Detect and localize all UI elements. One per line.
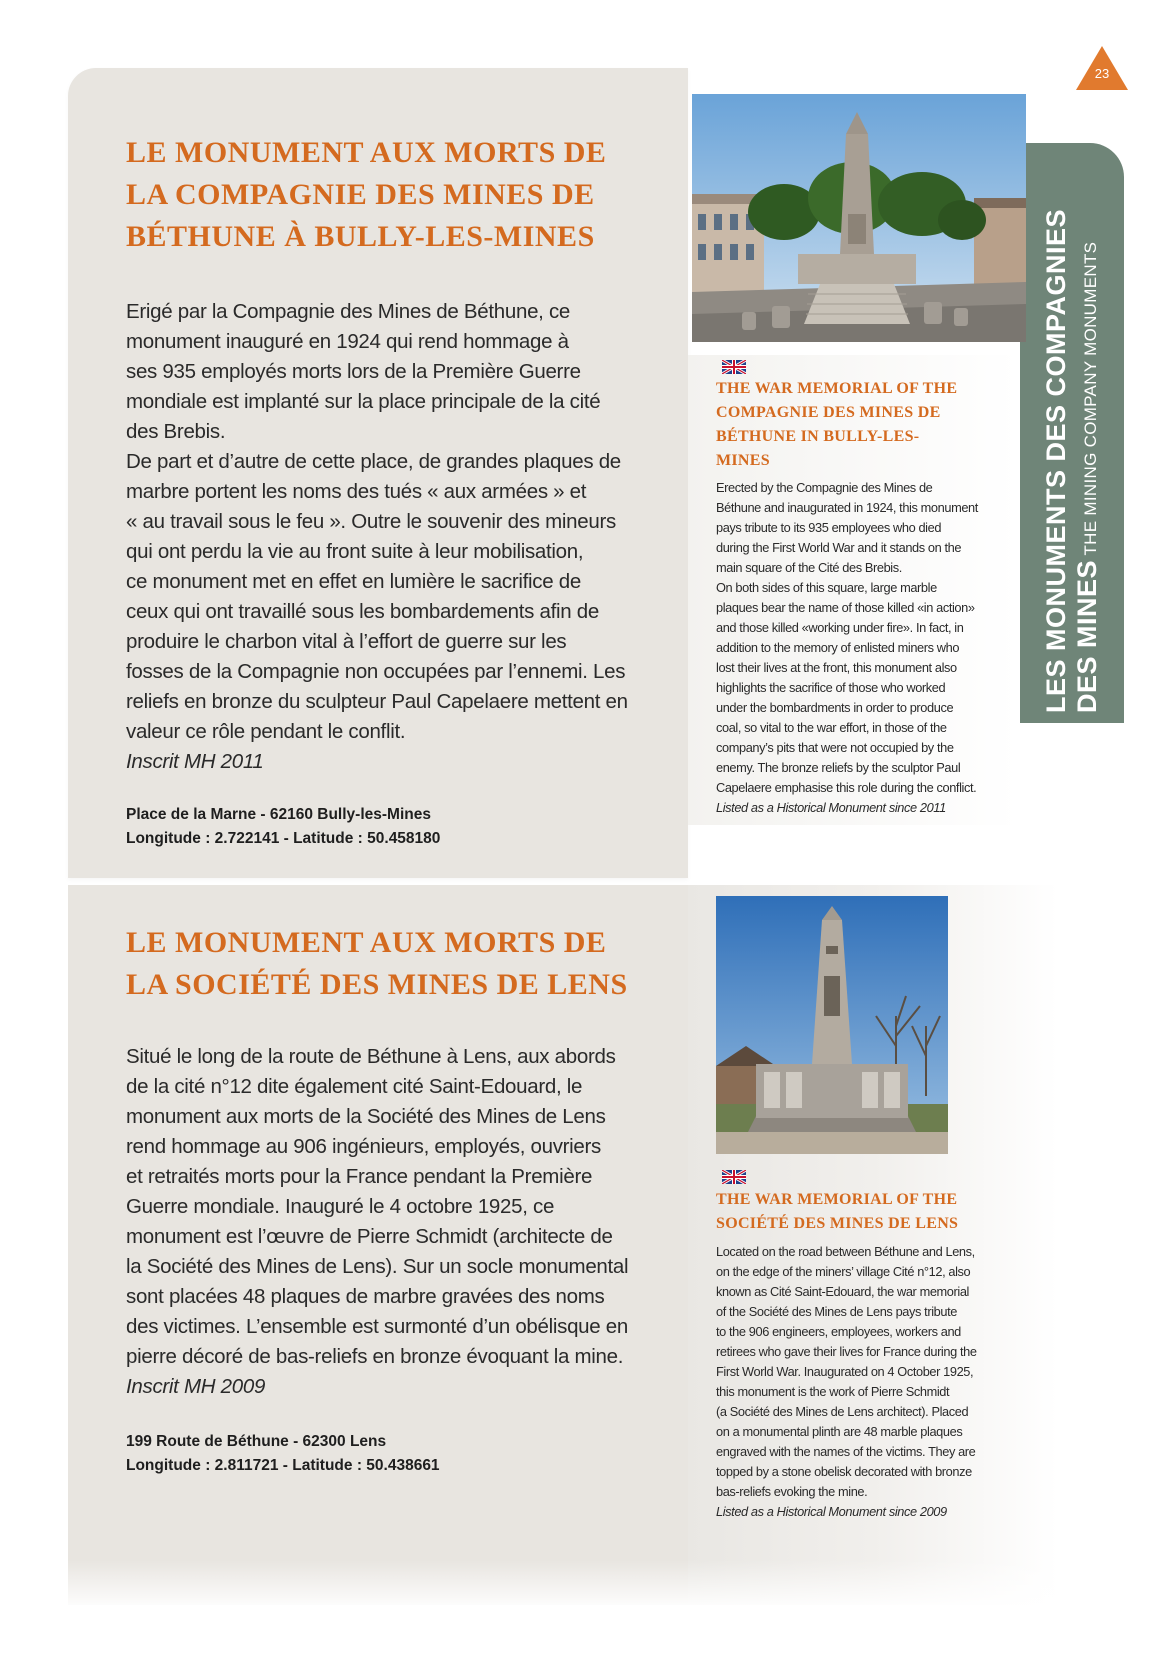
section2-en-body (716, 1242, 1016, 1522)
section2-body-line: et retraités morts pour la France pendant la Première (126, 1165, 593, 1188)
section1-en-body-line: during the First World War and it stands on the (716, 540, 962, 555)
section1-body-line: valeur ce rôle pendant le conflit. (126, 720, 406, 743)
section1-body-line: marbre portent les noms des tués « aux armées » et (126, 480, 587, 503)
section1-en-body-line: Béthune and inaugurated in 1924, this monument (716, 500, 978, 515)
section2-en-title-line: SOCIÉTÉ DES MINES DE LENS (716, 1215, 959, 1232)
section2-en-body-line: this monument is the work of Pierre Schmidt (716, 1384, 950, 1399)
section2-body-line: de la cité n°12 dite également cité Saint-Edouard, le (126, 1075, 583, 1098)
section1-en-body-line: under the bombardments in order to produce (716, 700, 954, 715)
section2-en-title (716, 1188, 1016, 1236)
chapter-title-line2: DES MINES (1072, 559, 1102, 713)
section1-en-body-line: main square of the Cité des Brebis. (716, 560, 902, 575)
section1-title-line: LE MONUMENT AUX MORTS DE (126, 136, 607, 169)
section1-title (126, 132, 686, 258)
section2-en-body-line: bas-reliefs evoking the mine. (716, 1484, 868, 1499)
section1-en-body-line: lost their lives at the front, this monument also (716, 660, 957, 675)
section2-listing: Inscrit MH 2009 (126, 1375, 266, 1398)
section1-en-body-line: plaques bear the name of those killed «in action» (716, 600, 975, 615)
section1-address: Place de la Marne - 62160 Bully-les-Mines (126, 806, 431, 823)
section2-title (126, 922, 686, 1006)
section1-en-listing: Listed as a Historical Monument since 2011 (716, 800, 946, 815)
section2-body-line: sont placées 48 plaques de marbre gravées des noms (126, 1285, 605, 1308)
section1-body (126, 297, 686, 777)
bully-memorial-photo (692, 94, 1026, 342)
section1-address-block (126, 803, 666, 851)
section1-body-line: monument inauguré en 1924 qui rend hommage à (126, 330, 569, 353)
section2-en-body-line: retirees who gave their lives for France during the (716, 1344, 977, 1359)
section1-body-line: Erigé par la Compagnie des Mines de Béthune, ce (126, 300, 571, 323)
section1-en-body-line: pays tribute to its 935 employees who died (716, 520, 942, 535)
chapter-tab-text (1020, 143, 1124, 723)
section1-en-title-line: THE WAR MEMORIAL OF THE (716, 380, 958, 397)
section1-en-body (716, 478, 1006, 818)
section2-en-body-line: on the edge of the miners’ village Cité n°12, also (716, 1264, 971, 1279)
section1-body-line: ses 935 employés morts lors de la Première Guerre (126, 360, 581, 383)
section1-body-line: ceux qui ont travaillé sous les bombardements afin de (126, 600, 599, 623)
section1-en-body-line: Erected by the Compagnie des Mines de (716, 480, 933, 495)
section2-en-body-line: known as Cité Saint-Edouard, the war memorial (716, 1284, 969, 1299)
section1-listing: Inscrit MH 2011 (126, 750, 264, 773)
section1-body-line: qui ont perdu la vie au front suite à leur mobilisation, (126, 540, 584, 563)
section2-body-line: Guerre mondiale. Inauguré le 4 octobre 1925, ce (126, 1195, 555, 1218)
section1-body-line: De part et d’autre de cette place, de grandes plaques de (126, 450, 621, 473)
section1-en-body-line: and those killed «working under fire». In fact, in (716, 620, 964, 635)
section2-en-body-line: to the 906 engineers, employees, workers and (716, 1324, 961, 1339)
section1-title-line: LA COMPAGNIE DES MINES DE (126, 178, 595, 211)
page-number: 23 (1094, 66, 1110, 81)
section2-title-line: LA SOCIÉTÉ DES MINES DE LENS (126, 968, 628, 1001)
panel-fade (68, 1560, 1058, 1610)
section1-en-body-line: highlights the sacrifice of those who worked (716, 680, 946, 695)
section2-body-line: pierre décoré de bas-reliefs en bronze évoquant la mine. (126, 1345, 624, 1368)
section1-en-body-line: coal, so vital to the war effort, in those of the (716, 720, 947, 735)
section1-en-body-line: company’s pits that were not occupied by the (716, 740, 954, 755)
uk-flag-icon (722, 1170, 746, 1184)
section1-body-line: des Brebis. (126, 420, 226, 443)
section2-body-line: monument est l’œuvre de Pierre Schmidt (architecte de (126, 1225, 613, 1248)
section2-body-line: rend hommage au 906 ingénieurs, employés, ouvriers (126, 1135, 601, 1158)
section1-body-line: reliefs en bronze du sculpteur Paul Capelaere mettent en (126, 690, 628, 713)
section1-body-line: mondiale est implanté sur la place principale de la cité (126, 390, 601, 413)
chapter-subtitle: THE MINING COMPANY MONUMENTS (1081, 241, 1100, 556)
section1-en-body-line: Capelaere emphasise this role during the conflict. (716, 780, 977, 795)
section2-en-body-line: (a Société des Mines de Lens architect). Placed (716, 1404, 969, 1419)
section1-en-title-line: MINES (716, 452, 770, 469)
section1-body-line: « au travail sous le feu ». Outre le souvenir des mineurs (126, 510, 616, 533)
section1-title-line: BÉTHUNE À BULLY-LES-MINES (126, 220, 595, 253)
chapter-title-line1: LES MONUMENTS DES COMPAGNIES (1041, 208, 1071, 713)
section2-en-listing: Listed as a Historical Monument since 2009 (716, 1504, 947, 1519)
section2-en-body-line: of the Société des Mines de Lens pays tribute (716, 1304, 957, 1319)
section2-address: 199 Route de Béthune - 62300 Lens (126, 1433, 387, 1450)
lens-memorial-photo (716, 896, 948, 1154)
section1-body-line: ce monument met en effet en lumière le sacrifice de (126, 570, 581, 593)
section1-en-body-line: On both sides of this square, large marble (716, 580, 937, 595)
uk-flag-icon (722, 360, 746, 374)
section2-en-body-line: engraved with the names of the victims. They are (716, 1444, 976, 1459)
section2-body-line: des victimes. L’ensemble est surmonté d’un obélisque en (126, 1315, 628, 1338)
section2-coordinates: Longitude : 2.811721 - Latitude : 50.438661 (126, 1457, 440, 1474)
section2-en-body-line: on a monumental plinth are 48 marble plaques (716, 1424, 963, 1439)
section1-en-title (716, 377, 996, 473)
section1-en-title-line: COMPAGNIE DES MINES DE (716, 404, 941, 421)
section1-body-line: fosses de la Compagnie non occupées par l’ennemi. Les (126, 660, 626, 683)
section1-en-title-line: BÉTHUNE IN BULLY-LES- (716, 428, 920, 445)
section2-body-line: la Société des Mines de Lens). Sur un socle monumental (126, 1255, 629, 1278)
section2-body-line: Situé le long de la route de Béthune à Lens, aux abords (126, 1045, 616, 1068)
section2-photo (716, 896, 948, 1154)
section2-body (126, 1042, 686, 1402)
section1-coordinates: Longitude : 2.722141 - Latitude : 50.458180 (126, 830, 441, 847)
section2-title-line: LE MONUMENT AUX MORTS DE (126, 926, 607, 959)
section2-body-line: monument aux morts de la Société des Mines de Lens (126, 1105, 606, 1128)
section1-en-body-line: enemy. The bronze reliefs by the sculptor Paul (716, 760, 961, 775)
section2-en-body-line: First World War. Inaugurated on 4 October 1925, (716, 1364, 974, 1379)
section1-photo (692, 94, 1026, 342)
section2-address-block (126, 1430, 666, 1478)
section2-en-body-line: topped by a stone obelisk decorated with bronze (716, 1464, 972, 1479)
section2-en-title-line: THE WAR MEMORIAL OF THE (716, 1191, 958, 1208)
section1-body-line: produire le charbon vital à l’effort de guerre sur les (126, 630, 567, 653)
section1-en-body-line: addition to the memory of enlisted miners who (716, 640, 960, 655)
section2-en-body-line: Located on the road between Béthune and Lens, (716, 1244, 975, 1259)
